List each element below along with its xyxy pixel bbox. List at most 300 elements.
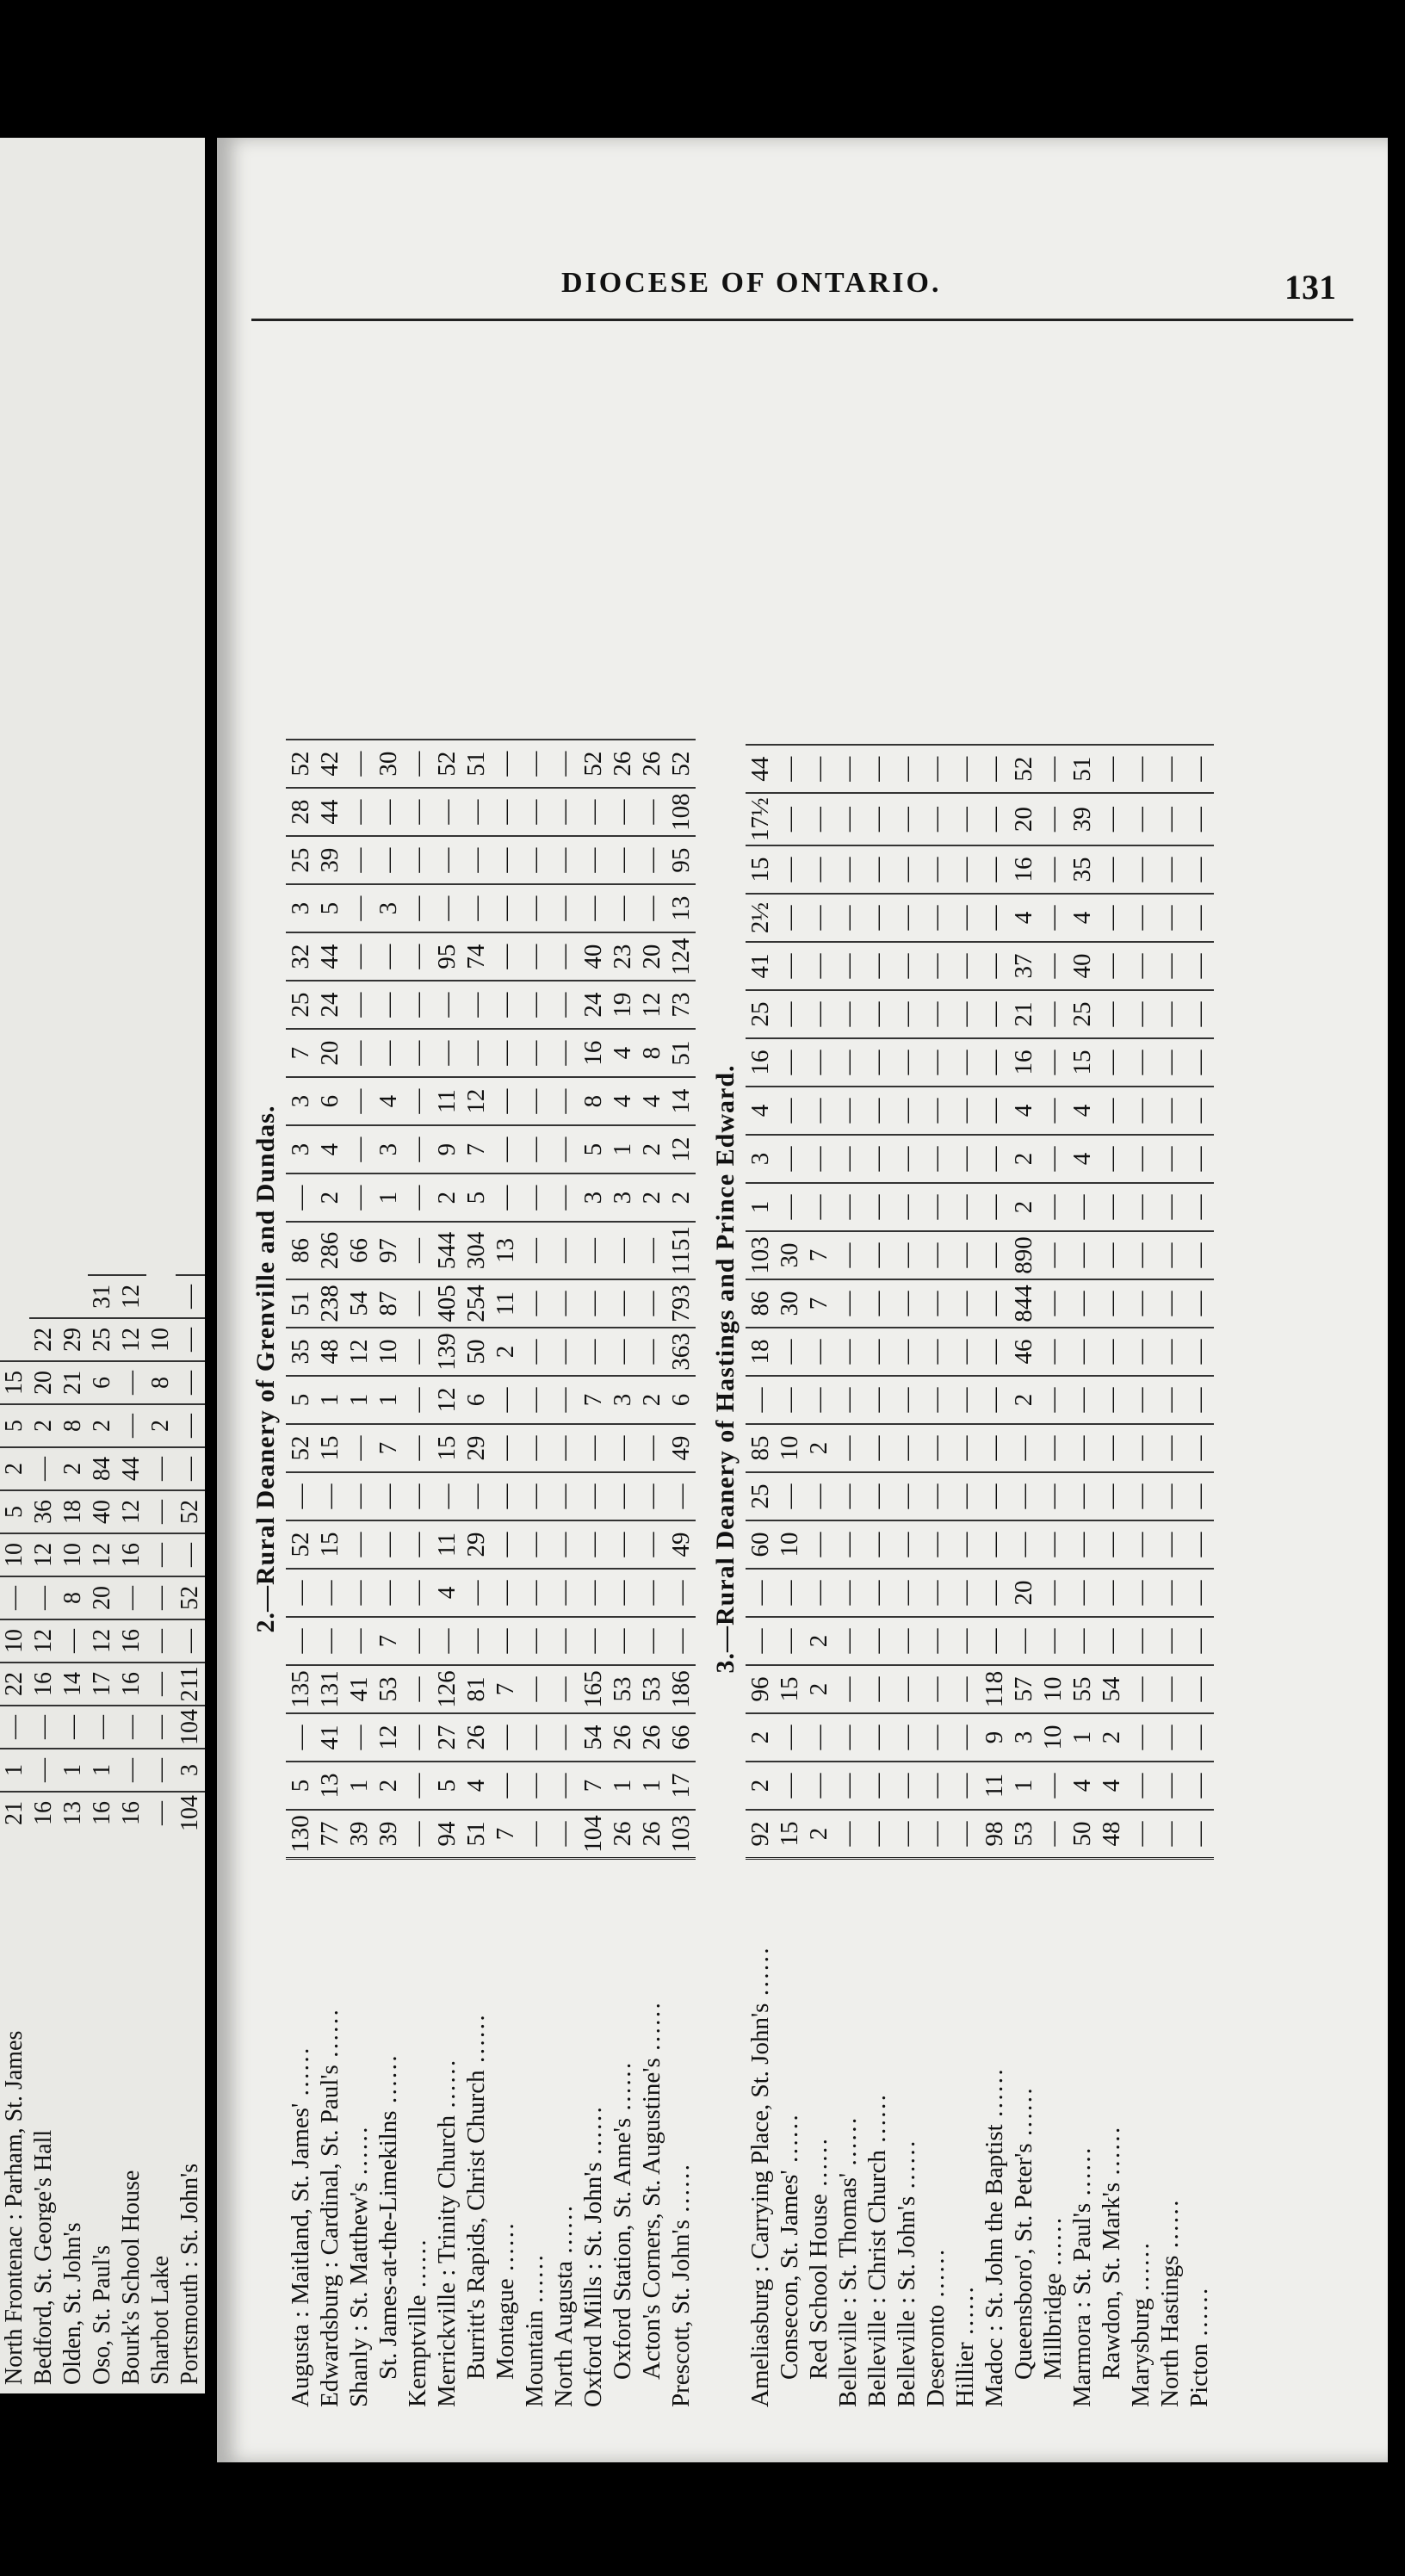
table-cell: — [980,845,1009,894]
table-cell: — [804,942,833,990]
table-cell: — [1097,1617,1126,1665]
table-cell: — [579,788,608,836]
table-cell: 52 [1009,745,1038,793]
table-cell: — [921,1135,950,1183]
table-cell: 44 [315,788,344,836]
table-row [980,745,1009,2411]
left-facing-page [0,138,205,2393]
table-cell: — [1126,845,1155,894]
table-cell: 20 [637,932,666,981]
left-row-cell: — [146,1662,176,1705]
table-cell: 2 [315,1173,344,1222]
table-cell: — [637,1222,666,1279]
left-row-name: Bourk's School House [118,2170,145,2385]
left-row-values [176,1274,203,1834]
table-cell: 35 [286,1328,315,1376]
table-row [432,740,461,2411]
table-cell: 135 [286,1665,315,1713]
table-cell: 18 [746,1328,775,1376]
table-cell: 304 [461,1222,491,1279]
left-row-cell: 5 [0,1403,29,1446]
left-row-cell: — [146,1489,176,1533]
left-row-cell: 12 [117,1274,146,1317]
table-cell: — [637,1279,666,1328]
table-cell: 53 [374,1665,403,1713]
table-row [461,740,491,2411]
section-title: 3.—Rural Deanery of Hastings and Prince Edward. [711,1064,740,1674]
left-row-values [59,1317,86,1834]
table-cell: — [374,1472,403,1520]
table-cell: 52 [666,740,696,788]
table-cell: 26 [637,740,666,788]
table-cell: — [549,1173,579,1222]
table-cell: — [863,1762,892,1810]
table-cell: 48 [1097,1810,1126,1859]
table-cell: — [608,1520,637,1569]
table-cell: — [1097,1087,1126,1135]
table-cell: — [432,836,461,884]
table-cell: — [950,1231,980,1279]
table-cell: 3 [286,1125,315,1173]
table-cell: — [1097,1231,1126,1279]
table-cell: — [1009,1424,1038,1472]
table-cell: 844 [1009,1279,1038,1328]
table-cell: 2 [1009,1183,1038,1231]
table-cell: — [549,1472,579,1520]
left-row-cell: 52 [176,1576,205,1619]
parish-name: Red School House …… [804,1859,833,2412]
table-cell: — [1038,1520,1068,1569]
table-cell: — [892,1038,921,1087]
table-cell: 3 [608,1376,637,1424]
table-cell: 1 [1009,1762,1038,1810]
table-cell: 51 [461,1810,491,1859]
table-cell: — [892,1135,921,1183]
table-cell: 39 [1068,793,1097,845]
left-row-cell: — [176,1619,205,1662]
table-cell: — [1097,745,1126,793]
table-cell: — [491,1520,520,1569]
table-cell: — [1126,1279,1155,1328]
table-cell: — [804,1713,833,1762]
table-row [344,740,374,2411]
table-cell: — [921,1665,950,1713]
table-cell: 1 [374,1376,403,1424]
table-cell: — [549,836,579,884]
table-cell: 793 [666,1279,696,1328]
left-page-rows [0,138,205,2393]
table-cell: 16 [1009,845,1038,894]
left-row-values [1,1360,28,1834]
table-cell: — [608,1617,637,1665]
left-row-values [147,1317,174,1834]
table-cell: — [775,1328,804,1376]
left-row-cell: — [117,1576,146,1619]
table-cell: — [1126,1087,1155,1135]
parish-name: North Augusta …… [549,1859,579,2412]
table-cell: 37 [1009,942,1038,990]
table-cell: — [520,1665,549,1713]
table-cell: 60 [746,1520,775,1569]
parish-name: Burritt's Rapids, Christ Church …… [461,1859,491,2412]
table-cell: — [1126,793,1155,845]
table-cell: 130 [286,1810,315,1859]
table-cell: 95 [432,932,461,981]
table-cell: — [666,1472,696,1520]
table-cell: — [1038,1279,1068,1328]
table-cell: — [520,1713,549,1762]
table-cell: 4 [1068,1762,1097,1810]
table-cell: — [491,788,520,836]
table-cell: — [833,1424,863,1472]
table-cell: — [403,884,432,932]
table-cell: 2 [432,1173,461,1222]
left-row-cell: 13 [59,1791,88,1834]
table-cell: — [461,981,491,1029]
table-cell: 17 [666,1762,696,1810]
parish-name: Ameliasburg : Carrying Place, St. John's …… [746,1859,775,2412]
table-cell: — [344,1472,374,1520]
left-row-cell: 10 [0,1533,29,1576]
table-cell: 131 [315,1665,344,1713]
table-cell: — [833,793,863,845]
parish-name: Belleville : Christ Church …… [863,1859,892,2412]
table-cell: — [921,1231,950,1279]
table-cell: 9 [432,1125,461,1173]
table-cell: — [1097,1569,1126,1617]
table-cell: — [344,1424,374,1472]
left-page-row [146,138,176,2393]
table-cell: 15 [315,1424,344,1472]
table-cell: — [1038,1617,1068,1665]
table-cell: — [1068,1183,1097,1231]
left-row-name: Oso, St. Paul's [89,2245,115,2385]
page-title: DIOCESE OF ONTARIO. [561,267,942,299]
table-cell: — [1185,942,1214,990]
table-cell: 26 [608,1810,637,1859]
table-cell: — [980,1569,1009,1617]
table-cell: — [579,1328,608,1376]
table-cell: — [1126,894,1155,942]
table-cell: 4 [608,1077,637,1125]
parish-name: Deseronto …… [921,1859,950,2412]
table-cell: — [892,1231,921,1279]
parish-name: Marysburg …… [1126,1859,1155,2412]
table-row [491,740,520,2411]
table-cell: — [579,1472,608,1520]
table-cell: — [1185,1183,1214,1231]
table-cell: — [833,894,863,942]
table-cell: 20 [315,1029,344,1077]
table-cell: 25 [286,981,315,1029]
table-cell: — [863,1810,892,1859]
table-cell: — [491,1125,520,1173]
table-cell: — [892,1617,921,1665]
parish-name: Oxford Mills : St. John's …… [579,1859,608,2412]
table-cell: — [403,981,432,1029]
table-cell: 4 [608,1029,637,1077]
table-cell: 5 [461,1173,491,1222]
table-cell: — [666,1617,696,1665]
table-cell: — [863,1713,892,1762]
table-cell: — [1068,1520,1097,1569]
table-cell: — [1126,1665,1155,1713]
left-row-cell: — [176,1403,205,1446]
table-cell: — [403,1617,432,1665]
parish-name: Oxford Station, St. Anne's …… [608,1859,637,2412]
table-cell: 57 [1009,1665,1038,1713]
left-row-cell: — [29,1748,59,1791]
table-cell: — [980,1183,1009,1231]
table-cell: — [863,1135,892,1183]
table-cell: — [921,1569,950,1617]
left-row-cell: — [117,1360,146,1403]
left-row-cell: 10 [0,1619,29,1662]
table-cell: — [491,1569,520,1617]
table-cell: — [491,740,520,788]
parish-name: Millbridge …… [1038,1859,1068,2412]
table-cell: 53 [1009,1810,1038,1859]
table-cell: — [833,1038,863,1087]
table-cell: — [344,1617,374,1665]
table-cell: — [549,932,579,981]
table-cell: — [1185,1762,1214,1810]
table-cell: — [403,1810,432,1859]
table-cell: — [1155,745,1185,793]
left-row-cell: 3 [176,1748,205,1791]
table-cell: — [1185,1424,1214,1472]
table-cell: — [315,1472,344,1520]
table-cell: — [892,1376,921,1424]
table-cell: — [520,836,549,884]
table-cell: — [1126,990,1155,1038]
table-cell: — [1126,1569,1155,1617]
table-cell: 4 [432,1569,461,1617]
table-cell: — [1038,894,1068,942]
table-cell: — [921,1713,950,1762]
table-cell: 4 [1009,1087,1038,1135]
left-row-cell: 22 [29,1317,59,1360]
table-cell: 12 [432,1376,461,1424]
table-cell: — [1155,942,1185,990]
table-cell: — [1155,1713,1185,1762]
table-cell: — [520,932,549,981]
table-cell: — [1038,1038,1068,1087]
table-cell: — [608,884,637,932]
table-cell: — [403,1173,432,1222]
left-row-cell: 40 [88,1489,117,1533]
table-cell: 66 [666,1713,696,1762]
table-row [1185,745,1214,2411]
table-cell: — [549,1328,579,1376]
left-row-cell: 16 [88,1791,117,1834]
table-cell: — [549,1569,579,1617]
table-cell: — [1038,845,1068,894]
left-row-cell: 84 [88,1446,117,1489]
table-cell: 11 [980,1762,1009,1810]
table-row [746,745,775,2411]
table-cell: 2 [491,1328,520,1376]
left-row-cell: 29 [59,1317,88,1360]
left-page-row [59,138,88,2393]
table-row [637,740,666,2411]
table-cell: — [980,990,1009,1038]
table-cell: — [520,1029,549,1077]
table-cell: — [549,1810,579,1859]
table-cell: 27 [432,1713,461,1762]
table-cell: — [374,836,403,884]
table-cell: — [432,1029,461,1077]
table-cell: — [980,745,1009,793]
table-cell: — [432,788,461,836]
table-cell: — [1155,1087,1185,1135]
table-cell: — [579,1279,608,1328]
table-cell: — [1038,1810,1068,1859]
table-cell: — [1068,1328,1097,1376]
table-cell: — [520,1222,549,1279]
table-cell: — [950,1520,980,1569]
table-cell: — [921,1038,950,1087]
table-cell: 2 [746,1762,775,1810]
table-row [549,740,579,2411]
table-cell: 3 [286,1077,315,1125]
table-cell: — [1126,745,1155,793]
table-cell: — [950,1279,980,1328]
table-cell: — [1155,894,1185,942]
left-row-values [30,1317,57,1834]
table-cell: 85 [746,1424,775,1472]
table-cell: — [804,745,833,793]
table-cell: — [833,1665,863,1713]
table-cell: — [520,981,549,1029]
table-cell: — [980,942,1009,990]
table-cell: — [892,1279,921,1328]
table-cell: 12 [461,1077,491,1125]
table-cell: — [1126,1135,1155,1183]
table-cell: — [921,1328,950,1376]
table-cell: — [1068,1569,1097,1617]
table-cell: — [520,1077,549,1125]
left-row-cell: 12 [29,1619,59,1662]
table-cell: 17½ [746,793,775,845]
left-row-cell: — [146,1619,176,1662]
table-cell: — [863,1231,892,1279]
table-row [1126,745,1155,2411]
table-cell: — [950,1665,980,1713]
table-cell: — [461,1569,491,1617]
table-cell: 35 [1068,845,1097,894]
table-cell: — [950,1713,980,1762]
parish-name: Edwardsburg : Cardinal, St. Paul's …… [315,1859,344,2412]
left-row-cell: — [88,1705,117,1748]
table-row [1155,745,1185,2411]
table-cell: — [863,1087,892,1135]
table-cell: 7 [461,1125,491,1173]
table-cell: 5 [286,1376,315,1424]
table-cell: — [461,788,491,836]
table-cell: 10 [775,1520,804,1569]
table-cell: — [746,1617,775,1665]
table-cell: 3 [374,884,403,932]
table-cell: — [1068,1231,1097,1279]
left-row-cell: 8 [59,1403,88,1446]
left-row-cell: — [176,1360,205,1403]
left-row-cell: — [146,1791,176,1834]
left-row-cell: — [59,1619,88,1662]
table-cell: 16 [1009,1038,1038,1087]
table-cell: 10 [775,1424,804,1472]
table-cell: — [775,793,804,845]
left-row-cell: 25 [88,1317,117,1360]
table-cell: 1 [344,1376,374,1424]
table-cell: — [980,1135,1009,1183]
table-cell: 165 [579,1665,608,1713]
left-row-cell: 21 [59,1360,88,1403]
table-cell: — [1097,942,1126,990]
table-cell: 15 [315,1520,344,1569]
table-cell: 52 [286,1424,315,1472]
table-cell: 7 [374,1617,403,1665]
table-cell: 2 [1009,1135,1038,1183]
parish-name: Belleville : St. Thomas' …… [833,1859,863,2412]
table-cell: 51 [666,1029,696,1077]
table-cell: — [608,788,637,836]
table-cell: — [833,1135,863,1183]
table-cell: — [804,1472,833,1520]
table-cell: 4 [1068,1087,1097,1135]
table-cell: — [892,845,921,894]
table-cell: — [804,1569,833,1617]
table-cell: — [863,1376,892,1424]
table-cell: — [520,1424,549,1472]
left-row-cell: — [117,1403,146,1446]
table-cell: — [1038,990,1068,1038]
table-row [804,745,833,2411]
table-cell: 30 [775,1279,804,1328]
table-cell: — [1155,1424,1185,1472]
parish-name: Queensboro', St. Peter's …… [1009,1859,1038,2412]
table-cell: — [549,1125,579,1173]
table-cell: — [921,990,950,1038]
table-cell: — [950,793,980,845]
table-cell: — [491,1713,520,1762]
table-cell: — [1126,1376,1155,1424]
table-row [950,745,980,2411]
table-row [579,740,608,2411]
left-row-cell: 20 [29,1360,59,1403]
table-cell: — [549,981,579,1029]
table-cell: — [1155,1135,1185,1183]
table-cell: 890 [1009,1231,1038,1279]
table-cell: 2 [637,1376,666,1424]
table-cell: — [921,1762,950,1810]
table-cell: — [1185,1231,1214,1279]
table-cell: 2 [374,1762,403,1810]
table-cell: — [1155,990,1185,1038]
table-cell: 19 [608,981,637,1029]
table-cell: — [833,845,863,894]
table-cell: — [608,1569,637,1617]
left-row-name: North Frontenac : Parham, St. James [1,2030,28,2385]
table-cell: — [403,1279,432,1328]
table-cell: 139 [432,1328,461,1376]
table-cell: 7 [579,1762,608,1810]
left-row-cell: — [176,1533,205,1576]
table-cell: 2 [746,1713,775,1762]
table-cell: 16 [579,1029,608,1077]
table-cell: — [833,942,863,990]
statistics-table [746,744,1214,2411]
